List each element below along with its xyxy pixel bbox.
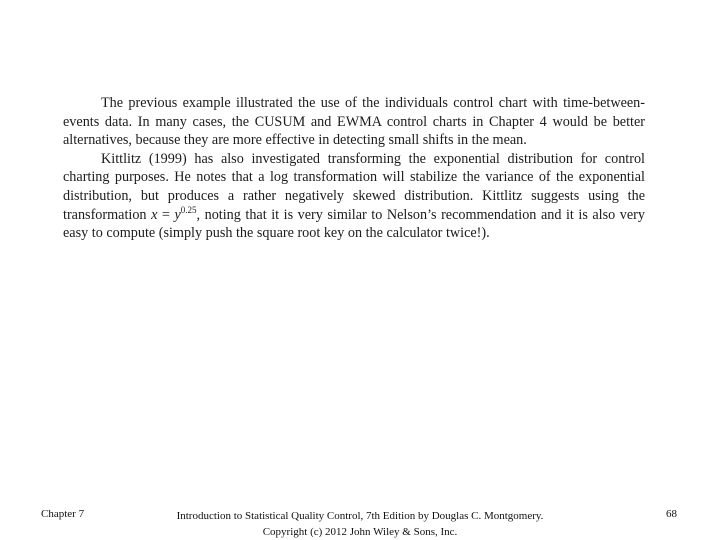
paragraph-2-before: Kittlitz (1999) has also investigated transforming the exponential distribution for control charting purposes. He notes that a log transformation will stabilize the variance of the exponential distribution, but produces a rather negatively skewed distribution. Kittlitz suggests using the transformation (63, 150, 645, 223)
paragraph-2 (63, 150, 645, 243)
math-base: y (174, 206, 181, 223)
footer-page-number: 68 (666, 508, 677, 520)
paragraph-1: The previous example illustrated the use of the individuals control chart with time-between-events data. In many cases, the CUSUM and EWMA control charts in Chapter 4 would be better alternatives, because they are more effective in detecting small shifts in the mean. (63, 95, 645, 149)
footer-citation-line-1: Introduction to Statistical Quality Control, 7th Edition by Douglas C. Montgomery. (176, 510, 544, 522)
footer-citation-line-2: Copyright (c) 2012 John Wiley & Sons, Inc. (262, 526, 458, 538)
math-lhs: x (151, 206, 158, 223)
body-text (63, 94, 645, 243)
math-exponent: 0.25 (180, 204, 197, 215)
paragraph-2-after: , noting that it is very similar to Nelson’s recommendation and it is also very easy to compute (simply push the square root key on the calculator twice!). (63, 206, 645, 242)
math-operator: = (157, 206, 175, 223)
footer-citation (150, 508, 570, 540)
footer-chapter: Chapter 7 (41, 508, 85, 520)
